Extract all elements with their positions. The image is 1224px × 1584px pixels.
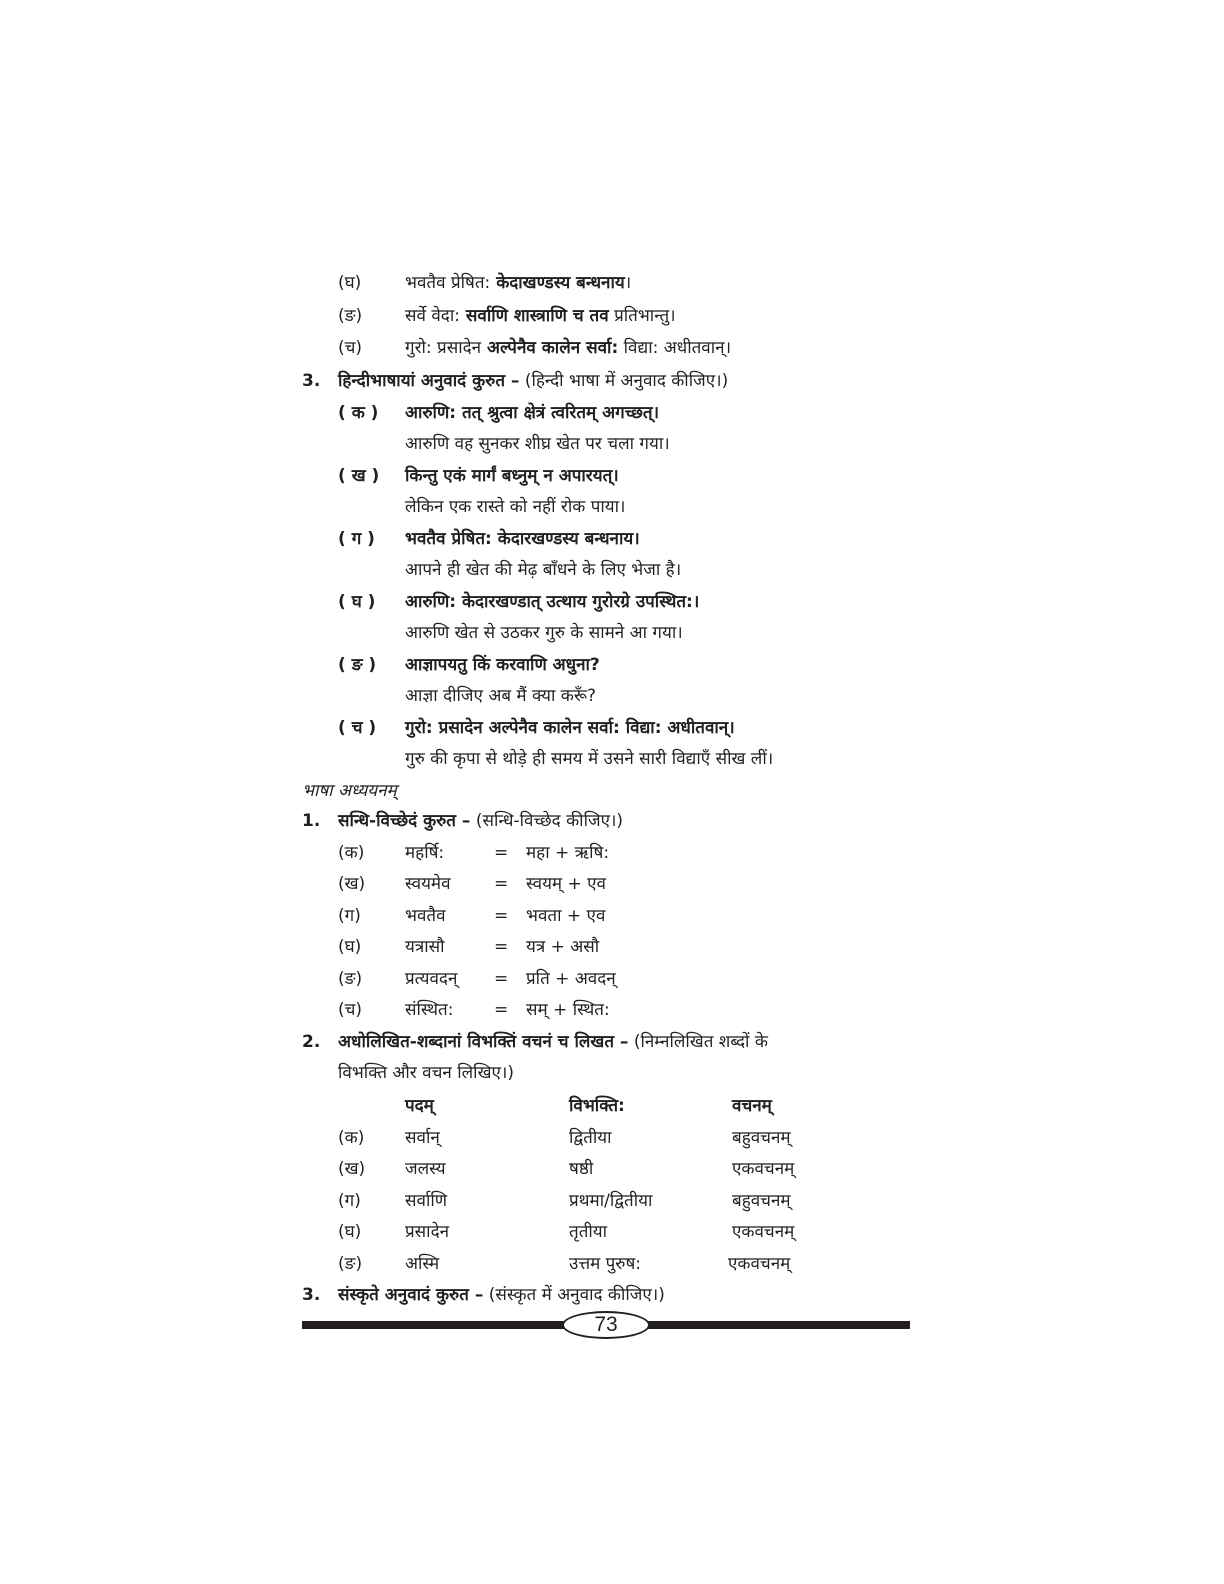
question-number: 1. [302, 811, 321, 831]
list-item: सर्वे वेदा: सर्वाणि शास्त्राणि च तव प्रतिभान्तु। [405, 306, 676, 326]
list-marker: ( च ) [338, 718, 377, 738]
cell-vachanam: बहुवचनम् [732, 1191, 791, 1211]
list-marker: (घ) [338, 273, 362, 293]
question-heading: अधोलिखित-शब्दानां विभक्तिं वचनं च लिखत – (निम्नलिखित शब्दों के [338, 1032, 768, 1052]
question-number: 2. [302, 1032, 321, 1052]
cell-padam: सर्वान् [405, 1128, 440, 1148]
cell-padam: प्रसादेन [405, 1222, 450, 1242]
sandhi-split: सम् + स्थित: [526, 1000, 610, 1020]
list-marker: (क) [338, 1128, 365, 1148]
list-marker: (ख) [338, 874, 366, 894]
sandhi-split: प्रति + अवदन् [526, 969, 616, 989]
sandhi-split: स्वयम् + एव [526, 874, 606, 894]
cell-padam: सर्वाणि [405, 1191, 448, 1211]
cell-padam: अस्मि [405, 1254, 440, 1274]
hindi-translation: आरुणि खेत से उठकर गुरु के सामने आ गया। [405, 623, 683, 643]
list-marker: (ङ) [338, 1254, 363, 1274]
cell-padam: जलस्य [405, 1159, 446, 1179]
sanskrit-sentence: भवतैव प्रेषित: केदारखण्डस्य बन्धनाय। [405, 529, 640, 549]
sanskrit-sentence: आरुणि: तत् श्रुत्वा क्षेत्रं त्वरितम् अगच्छत्। [405, 403, 660, 423]
list-item: भवतैव प्रेषित: केदाखण्डस्य बन्धनाय। [405, 273, 632, 293]
equals-sign: = [494, 1000, 509, 1020]
sandhi-word: संस्थित: [405, 1000, 454, 1020]
question-heading: संस्कृते अनुवादं कुरुत – (संस्कृत में अनुवाद कीजिए।) [338, 1285, 665, 1305]
hindi-translation: आरुणि वह सुनकर शीघ्र खेत पर चला गया। [405, 434, 670, 454]
hindi-translation: लेकिन एक रास्ते को नहीं रोक पाया। [405, 497, 626, 517]
equals-sign: = [494, 843, 509, 863]
cell-vibhakti: तृतीया [569, 1222, 608, 1242]
column-header: वचनम् [732, 1096, 772, 1116]
cell-vachanam: एकवचनम् [732, 1159, 795, 1179]
cell-vibhakti: उत्तम पुरुष: [569, 1254, 642, 1274]
list-marker: (च) [338, 338, 363, 358]
cell-vachanam: एकवचनम् [728, 1254, 791, 1274]
question-number: 3. [302, 371, 321, 391]
list-marker: (घ) [338, 1222, 362, 1242]
list-marker: (क) [338, 843, 365, 863]
section-title: भाषा अध्ययनम् [302, 781, 397, 801]
column-header: पदम् [405, 1096, 434, 1116]
list-marker: (ङ) [338, 969, 363, 989]
list-marker: (ग) [338, 906, 361, 926]
list-marker: (ग) [338, 1191, 361, 1211]
list-marker: ( ख ) [338, 466, 380, 486]
list-marker: ( क ) [338, 403, 379, 423]
question-number: 3. [302, 1285, 321, 1305]
sandhi-word: महर्षि: [405, 843, 445, 863]
sanskrit-sentence: किन्तु एकं मार्गं बध्नुम् न अपारयत्। [405, 466, 619, 486]
hindi-translation: गुरु की कृपा से थोड़े ही समय में उसने सारी विद्याएँ सीख लीं। [405, 749, 774, 769]
equals-sign: = [494, 937, 509, 957]
question-heading: सन्धि-विच्छेदं कुरुत – (सन्धि-विच्छेद कीजिए।) [338, 811, 624, 831]
cell-vachanam: एकवचनम् [732, 1222, 795, 1242]
page-number: 73 [562, 1311, 650, 1339]
list-marker: (च) [338, 1000, 363, 1020]
sanskrit-sentence: आज्ञापयतु किं करवाणि अधुना? [405, 655, 600, 675]
equals-sign: = [494, 969, 509, 989]
equals-sign: = [494, 874, 509, 894]
sanskrit-sentence: गुरो: प्रसादेन अल्पेनैव कालेन सर्वा: विद्या: अधीतवान्। [405, 718, 735, 738]
list-marker: (ख) [338, 1159, 366, 1179]
sandhi-word: भवतैव [405, 906, 446, 926]
list-marker: ( ङ ) [338, 655, 377, 675]
list-item: गुरो: प्रसादेन अल्पेनैव कालेन सर्वा: विद्या: अधीतवान्। [405, 338, 732, 358]
cell-vibhakti: षष्ठी [569, 1159, 594, 1179]
list-marker: ( घ ) [338, 592, 376, 612]
hindi-translation: आपने ही खेत की मेढ़ बाँधने के लिए भेजा है। [405, 560, 682, 580]
sandhi-split: महा + ऋषि: [526, 843, 610, 863]
list-marker: (ङ) [338, 306, 363, 326]
column-header: विभक्ति: [569, 1096, 625, 1116]
question-heading: हिन्दीभाषायां अनुवादं कुरुत – (हिन्दी भाषा में अनुवाद कीजिए।) [338, 371, 729, 391]
question-heading-continuation: विभक्ति और वचन लिखिए।) [338, 1063, 514, 1083]
sanskrit-sentence: आरुणि: केदारखण्डात् उत्थाय गुरोरग्रे उपस्थित:। [405, 592, 700, 612]
cell-vibhakti: द्वितीया [569, 1128, 612, 1148]
list-marker: ( ग ) [338, 529, 375, 549]
sandhi-word: स्वयमेव [405, 874, 451, 894]
hindi-translation: आज्ञा दीजिए अब मैं क्या करूँ? [405, 686, 597, 706]
sandhi-split: यत्र + असौ [526, 937, 600, 957]
sandhi-word: प्रत्यवदन् [405, 969, 458, 989]
list-marker: (घ) [338, 937, 362, 957]
cell-vibhakti: प्रथमा/द्वितीया [569, 1191, 653, 1211]
cell-vachanam: बहुवचनम् [732, 1128, 791, 1148]
sandhi-word: यत्रासौ [405, 937, 445, 957]
sandhi-split: भवता + एव [526, 906, 606, 926]
equals-sign: = [494, 906, 509, 926]
